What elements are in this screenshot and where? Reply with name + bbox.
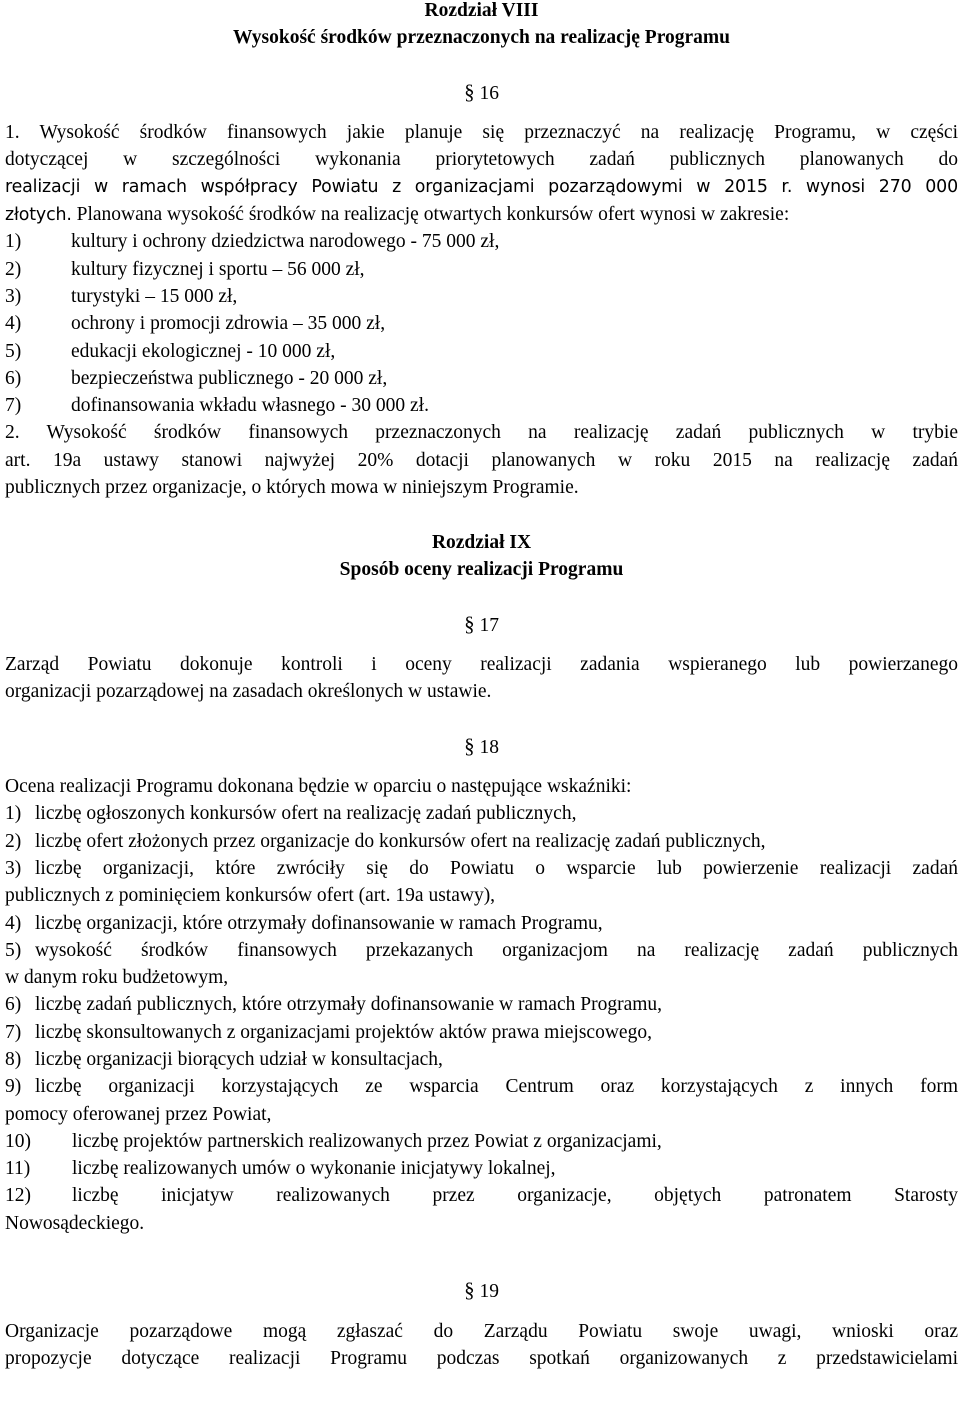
section-symbol: §: [464, 79, 475, 104]
chapter-9-heading: Rozdział IX: [431, 531, 532, 553]
paragraph-line: propozycje dotyczące realizacji Programu podczas spotkań organizowanych z przedstawicielami: [5, 1347, 958, 1369]
list-number: 7): [5, 395, 22, 417]
indicator-line: [5, 1182, 958, 1209]
indicator-number: 11): [5, 1158, 31, 1180]
list-item: [5, 365, 958, 392]
section-number: 19: [479, 1281, 499, 1303]
paragraph-fragment: Planowana wysokość środków na realizację otwartych konkursów ofert wynosi w zakresie:: [71, 204, 790, 226]
list-item: [5, 283, 958, 310]
indicator-line: [5, 910, 958, 937]
indicator-number: 2): [5, 830, 22, 852]
indicator-line: [5, 991, 958, 1018]
indicator-line: [5, 937, 958, 964]
list-item: [5, 392, 958, 419]
paragraph-fragment: złotych.: [5, 205, 72, 226]
indicator-text: liczbę skonsultowanych z organizacjami projektów aktów prawa miejscowego,: [35, 1021, 652, 1043]
indicator-number: 4): [5, 912, 22, 934]
indicator-line: w danym roku budżetowym,: [5, 967, 229, 989]
paragraph-line: Ocena realizacji Programu dokonana będzie w oparciu o następujące wskaźniki:: [5, 776, 632, 798]
section-symbol: §: [464, 733, 475, 758]
indicator-list: [5, 800, 958, 1237]
indicator-line: [5, 1155, 958, 1182]
section-16-marker: [5, 79, 958, 106]
paragraph-line: dotyczącej w szczególności wykonania priorytetowych zadań publicznych planowanych do: [5, 149, 958, 171]
indicator-number: 7): [5, 1021, 22, 1043]
section-symbol: §: [464, 611, 475, 636]
list-item: [5, 338, 958, 365]
indicator-line: [5, 828, 958, 855]
indicator-number: 12): [5, 1185, 31, 1207]
indicator-line: [5, 1073, 958, 1100]
list-text: bezpieczeństwa publicznego - 20 000 zł,: [71, 367, 388, 389]
list-number: 6): [5, 367, 22, 389]
indicator-number: 3): [5, 857, 22, 879]
paragraph-line: publicznych przez organizacje, o których mowa w niniejszym Programie.: [5, 477, 579, 499]
chapter-8-heading: Rozdział VIII: [424, 0, 539, 21]
paragraph-line: 2. Wysokość środków finansowych przeznaczonych na realizację zadań publicznych w trybie: [5, 422, 958, 444]
list-text: edukacji ekologicznej - 10 000 zł,: [71, 340, 336, 362]
list-item: [5, 310, 958, 337]
indicator-line: [5, 855, 958, 882]
list-text: dofinansowania wkładu własnego - 30 000 zł.: [71, 395, 429, 417]
indicator-text: liczbę ofert złożonych przez organizacje do konkursów ofert na realizację zadań publicznych,: [35, 830, 766, 852]
indicator-number: 1): [5, 803, 22, 825]
indicator-text: liczbę organizacji biorących udział w konsultacjach,: [35, 1048, 443, 1070]
paragraph-line: art. 19a ustawy stanowi najwyżej 20% dotacji planowanych w roku 2015 na realizację zadań: [5, 449, 958, 471]
indicator-line: [5, 1128, 958, 1155]
indicator-line: [5, 800, 958, 827]
indicator-number: 5): [5, 939, 22, 961]
section-19-marker: [5, 1277, 958, 1304]
list-text: kultury fizycznej i sportu – 56 000 zł,: [71, 258, 365, 280]
indicator-text: liczbę zadań publicznych, które otrzymały dofinansowanie w ramach Programu,: [35, 994, 663, 1016]
section-number: 17: [479, 614, 499, 636]
list-text: kultury i ochrony dziedzictwa narodowego - 75 000 zł,: [71, 231, 500, 253]
paragraph-line: 1. Wysokość środków finansowych jakie planuje się przeznaczyć na realizację Programu, w części: [5, 122, 958, 144]
list-text: ochrony i promocji zdrowia – 35 000 zł,: [71, 313, 386, 335]
indicator-text: liczbę inicjatyw realizowanych przez organizacje, objętych patronatem Starosty: [72, 1185, 958, 1207]
list-number: 4): [5, 313, 22, 335]
indicator-line: [5, 1019, 958, 1046]
paragraph-line: realizacji w ramach współpracy Powiatu z organizacjami pozarządowymi w 2015 r. wynosi 270 000: [5, 176, 958, 197]
indicator-line: Nowosądeckiego.: [5, 1212, 145, 1234]
list-number: 1): [5, 231, 22, 253]
chapter-8-title: Wysokość środków przeznaczonych na realizację Programu: [232, 27, 730, 49]
indicator-number: 10): [5, 1130, 31, 1152]
indicator-number: 9): [5, 1076, 22, 1098]
indicator-line: [5, 1046, 958, 1073]
list-number: 2): [5, 258, 22, 280]
section-18-marker: [5, 733, 958, 760]
list-number: 3): [5, 285, 22, 307]
document-page: [5, 0, 958, 1372]
indicator-line: publicznych z pominięciem konkursów ofert (art. 19a ustawy),: [5, 885, 496, 907]
list-item: [5, 256, 958, 283]
paragraph-line: organizacji pozarządowej na zasadach określonych w ustawie.: [5, 681, 492, 703]
paragraph-line: Zarząd Powiatu dokonuje kontroli i oceny realizacji zadania wspieranego lub powierzanego: [5, 653, 958, 675]
indicator-line: pomocy oferowanej przez Powiat,: [5, 1103, 272, 1125]
list-text: turystyki – 15 000 zł,: [71, 285, 238, 307]
list-item: [5, 228, 958, 255]
section-17-marker: [5, 611, 958, 638]
paragraph-line: [5, 201, 958, 228]
indicator-number: 8): [5, 1048, 22, 1070]
section-number: 18: [479, 736, 499, 758]
section-symbol: §: [464, 1278, 475, 1303]
indicator-text: liczbę realizowanych umów o wykonanie inicjatywy lokalnej,: [72, 1158, 556, 1180]
indicator-text: liczbę organizacji korzystających ze wsparcia Centrum oraz korzystających z innych form: [35, 1076, 958, 1098]
indicator-number: 6): [5, 994, 22, 1016]
indicator-text: wysokość środków finansowych przekazanych organizacjom na realizację zadań publicznych: [35, 939, 958, 961]
section-number: 16: [479, 82, 499, 104]
indicator-text: liczbę ogłoszonych konkursów ofert na realizację zadań publicznych,: [35, 803, 577, 825]
indicator-text: liczbę organizacji, które otrzymały dofinansowanie w ramach Programu,: [35, 912, 603, 934]
indicator-text: liczbę projektów partnerskich realizowanych przez Powiat z organizacjami,: [72, 1130, 662, 1152]
chapter-9-title: Sposób oceny realizacji Programu: [339, 558, 624, 580]
indicator-text: liczbę organizacji, które zwróciły się do Powiatu o wsparcie lub powierzenie realizacji zadań: [35, 857, 958, 879]
list-number: 5): [5, 340, 22, 362]
paragraph-line: Organizacje pozarządowe mogą zgłaszać do Zarządu Powiatu swoje uwagi, wnioski oraz: [5, 1320, 958, 1342]
